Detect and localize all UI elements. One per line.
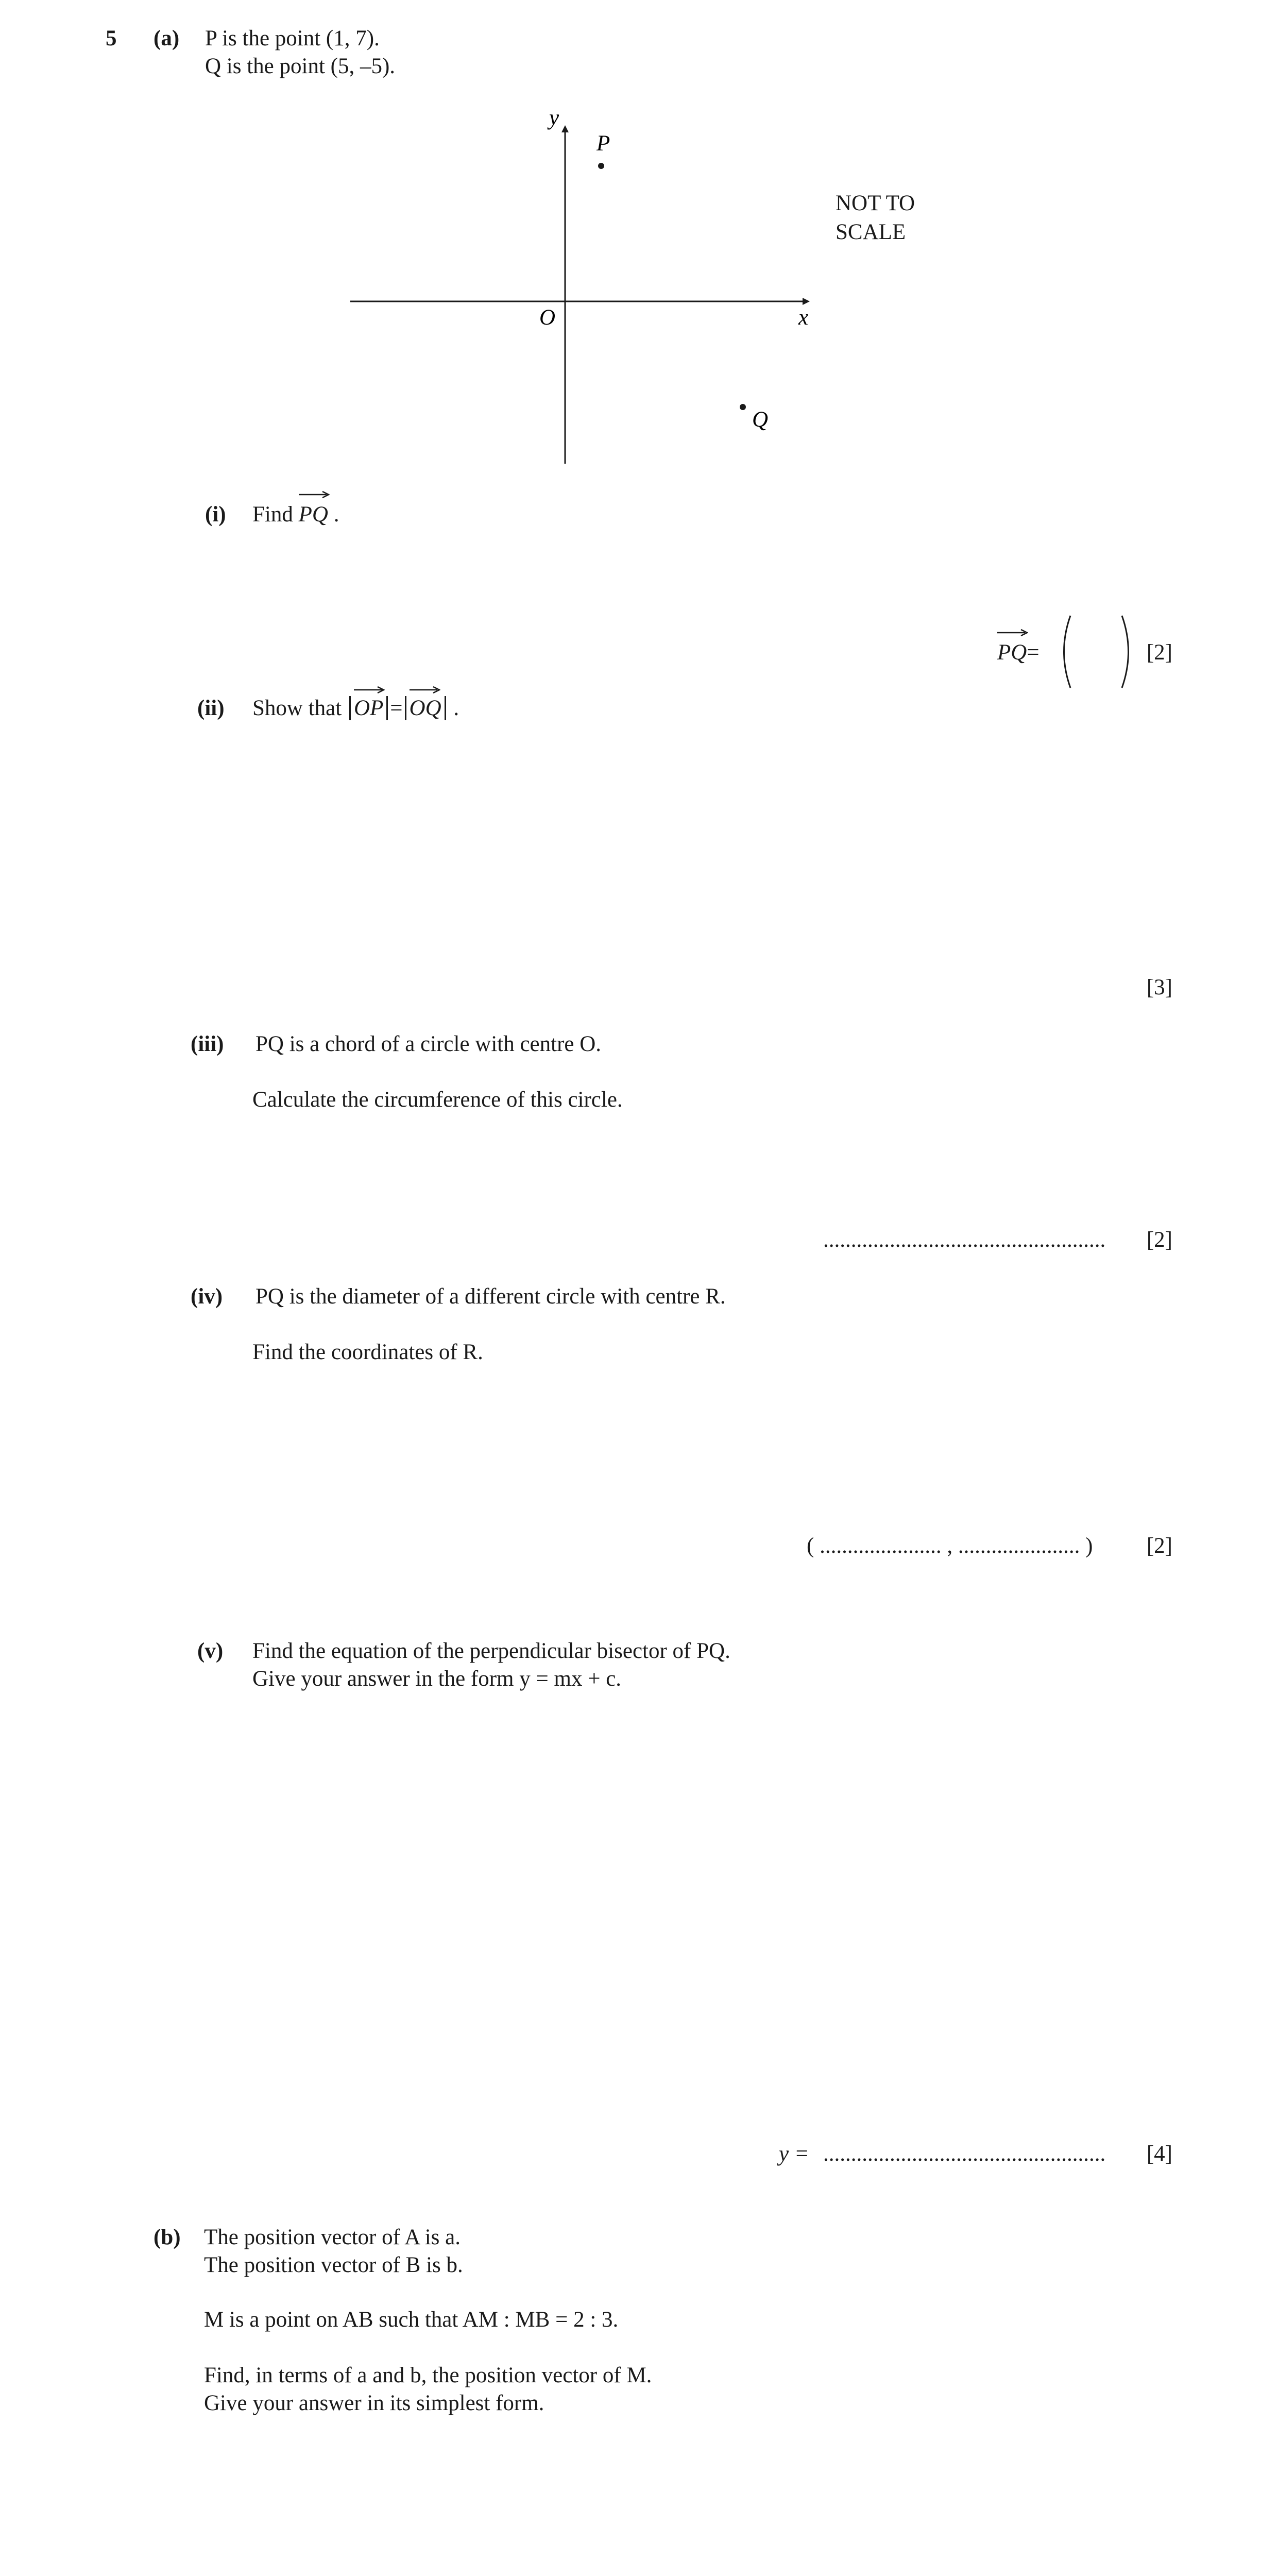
part-b-line2: The position vector of B is b. xyxy=(204,2253,463,2277)
part-a-iv-line1: PQ is the diameter of a different circle with centre R. xyxy=(255,1284,726,1309)
part-a-iii-marks: [2] xyxy=(1146,1228,1172,1252)
point-p-label: P xyxy=(597,131,610,156)
part-a-i-text: Find xyxy=(252,502,293,527)
question-number: 5 xyxy=(106,26,117,50)
answer-equals: = xyxy=(1027,640,1040,665)
part-a-ii-question: Show that OP = OQ . xyxy=(252,694,459,722)
part-b-line3: M is a point on AB such that AM : MB = 2 : 3. xyxy=(204,2308,619,2332)
part-a-iii-answer-line[interactable]: ................................................... xyxy=(823,1228,1106,1252)
part-a-v-line2: Give your answer in the form y = mx + c. xyxy=(252,1667,622,1691)
vector-pq: PQ xyxy=(299,501,328,529)
part-b-label: (b) xyxy=(154,2225,181,2249)
column-vector-answer-box[interactable] xyxy=(1055,613,1137,690)
point-q-label: Q xyxy=(752,408,769,432)
y-axis-label: y xyxy=(549,106,559,130)
not-to-scale-line2: SCALE xyxy=(836,220,906,244)
coordinate-diagram xyxy=(340,98,824,469)
part-a-ii-equals: = xyxy=(390,696,403,720)
point-p xyxy=(598,163,604,169)
part-a-iv-label: (iv) xyxy=(191,1284,223,1309)
x-axis-label: x xyxy=(798,306,809,330)
part-a-iii-line2: Calculate the circumference of this circle. xyxy=(252,1088,623,1112)
part-a-ii-label: (ii) xyxy=(197,696,225,720)
vector-arrow-icon xyxy=(299,490,330,499)
part-a-v-marks: [4] xyxy=(1146,2142,1172,2166)
vector-arrow-icon xyxy=(997,629,1028,637)
part-a-iv-answer-line[interactable]: ( ...................... , ...................... ) xyxy=(807,1534,1093,1558)
part-a-line2: Q is the point (5, –5). xyxy=(205,54,396,78)
part-a-iv-marks: [2] xyxy=(1146,1534,1172,1558)
origin-label: O xyxy=(539,306,556,330)
part-a-label: (a) xyxy=(154,26,180,50)
part-a-iii-label: (iii) xyxy=(191,1032,224,1056)
part-a-iv-line2: Find the coordinates of R. xyxy=(252,1340,483,1364)
point-q xyxy=(740,404,746,410)
part-b-line4: Find, in terms of a and b, the position vector of M. xyxy=(204,2363,652,2387)
magnitude-oq: OQ xyxy=(405,696,446,720)
part-a-i-answer xyxy=(997,639,1040,667)
magnitude-op: OP xyxy=(349,696,388,720)
vector-arrow-icon xyxy=(354,686,385,694)
vector-arrow-icon xyxy=(410,686,440,694)
part-a-v-answer-prefix: y = xyxy=(779,2142,809,2166)
part-a-line1: P is the point (1, 7). xyxy=(205,26,380,50)
part-a-v-label: (v) xyxy=(197,1639,224,1663)
part-a-v-line1: Find the equation of the perpendicular bisector of PQ. xyxy=(252,1639,730,1663)
part-a-ii-marks: [3] xyxy=(1146,975,1172,999)
part-a-v-answer-line[interactable]: ................................................... xyxy=(823,2142,1106,2166)
part-b-line5: Give your answer in its simplest form. xyxy=(204,2391,544,2415)
part-a-ii-text: Show that xyxy=(252,696,342,720)
part-a-i-label: (i) xyxy=(205,502,226,527)
part-b-line1: The position vector of A is a. xyxy=(204,2225,461,2249)
part-a-i-question: Find PQ . xyxy=(252,501,339,529)
not-to-scale-line1: NOT TO xyxy=(836,191,915,215)
part-a-iii-line1: PQ is a chord of a circle with centre O. xyxy=(255,1032,602,1056)
part-a-i-marks: [2] xyxy=(1146,640,1172,665)
answer-vector-pq: PQ xyxy=(997,639,1027,667)
